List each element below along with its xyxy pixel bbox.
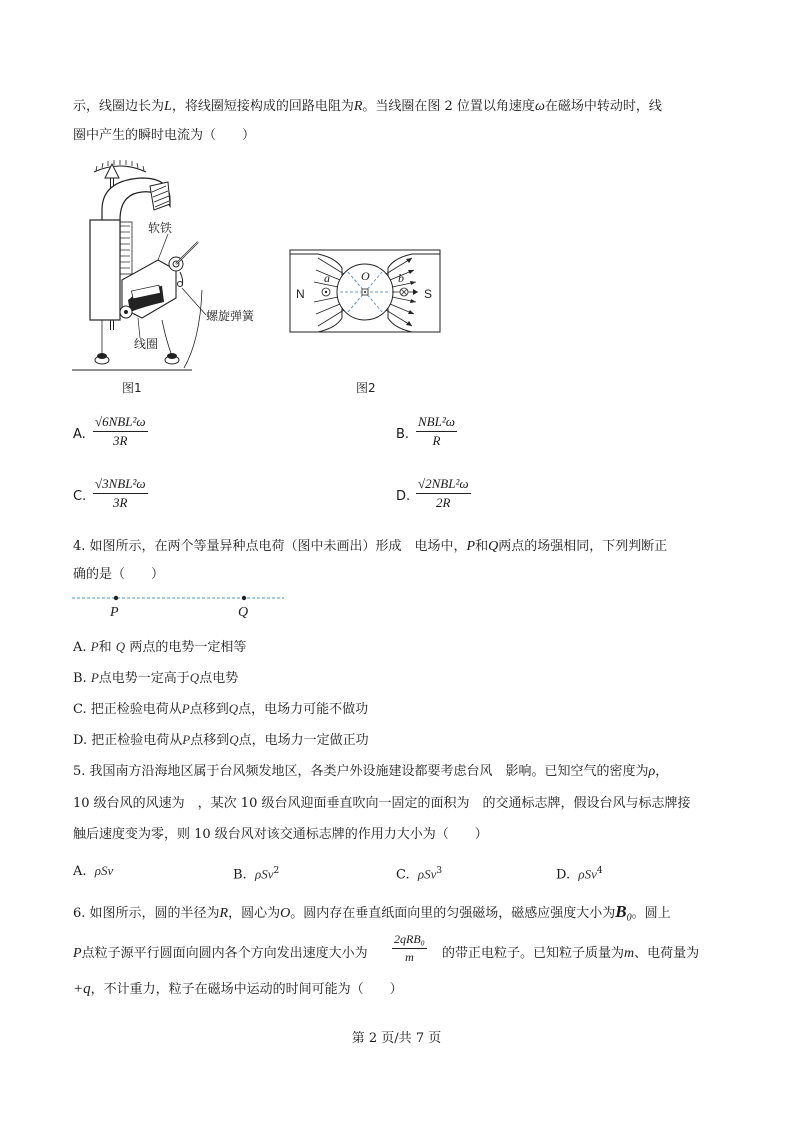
- q3-option-C-letter[interactable]: C.: [73, 489, 87, 504]
- q3-text-line2: 圈中产生的瞬时电流为（ ）: [73, 128, 256, 143]
- q3-option-D-letter[interactable]: D.: [396, 489, 411, 504]
- fig1-label-soft-iron: 软铁: [148, 221, 173, 235]
- fig2-caption: 图2: [356, 381, 376, 395]
- q5-text-line3: 触后速度变为零，则 10 级台风对该交通标志牌的作用力大小为（ ）: [73, 827, 488, 842]
- q6-text-line1: 6. 如图所示，圆的半径为R，圆心为O。圆内存在垂直纸面向里的匀强磁场，磁感应强度大小为$B_0$。圆上: [73, 902, 671, 924]
- q4-text-line2: 确的是（ ）: [73, 567, 165, 582]
- figure-1-galvanometer: [72, 160, 272, 400]
- fig2-label-a: a: [324, 271, 330, 285]
- figure-2-radial-field: [288, 248, 448, 398]
- q5-option-B[interactable]: B. ρSv$^2$: [233, 866, 280, 883]
- fig2-label-b: b: [398, 271, 404, 285]
- fig1-label-coil: 线圈: [134, 337, 159, 351]
- page-footer: 第 2 页/共 7 页: [351, 1031, 442, 1046]
- q4-figure-line-PQ: [72, 590, 286, 622]
- q4-option-C[interactable]: C. 把正检验电荷从P点移到Q点，电场力可能不做功: [73, 701, 369, 717]
- q6-text-line2: P点粒子源平行圆面向圆内各个方向发出速度大小为: [73, 946, 368, 961]
- fig2-label-S: S: [424, 287, 433, 301]
- fig2-label-N: N: [296, 287, 305, 301]
- q5-option-D[interactable]: D. ρSv$^4$: [556, 866, 603, 883]
- q3-option-D-fraction: √2NBL²ω 2R: [418, 476, 469, 510]
- fig2-label-O: O: [361, 269, 370, 283]
- q4-fig-label-P: P: [110, 605, 119, 620]
- q4-text-line1: 4. 如图所示，在两个等量异种点电荷（图中未画出）形成 电场中，P和Q两点的场强相同，下列判断正: [73, 539, 668, 554]
- q6-text-line3: +q，不计重力，粒子在磁场中运动的时间可能为（ ）: [73, 981, 403, 997]
- q4-fig-label-Q: Q: [238, 605, 249, 620]
- q5-option-A[interactable]: A. ρSv: [73, 863, 114, 879]
- fig1-caption: 图1: [122, 381, 142, 395]
- q3-text-line1: 示，线圈边长为L，将线圈短接构成的回路电阻为R。当线圈在图 2 位置以角速度ω在磁场中转动时，线: [73, 99, 662, 114]
- q3-option-A-fraction: √6NBL²ω 3R: [95, 414, 146, 448]
- q6-text-line2-end: 的带正电粒子。已知粒子质量为m、电荷量为: [442, 946, 700, 961]
- q3-option-B-letter[interactable]: B.: [396, 427, 410, 442]
- q4-option-A[interactable]: A. P和 Q 两点的电势一定相等: [73, 639, 247, 655]
- q5-option-C[interactable]: C. ρSv$^3$: [396, 866, 443, 883]
- q3-option-A-letter[interactable]: A.: [73, 427, 86, 442]
- q5-text-line2: 10 级台风的风速为 ，某次 10 级台风迎面垂直吹向一固定的面积为 的交通标志牌，假设台风与标志牌接: [73, 796, 691, 811]
- q3-option-C-fraction: √3NBL²ω 3R: [95, 476, 146, 510]
- q3-option-B-fraction: NBL²ω R: [418, 414, 455, 448]
- q6-speed-fraction: 2qRB₀ m: [394, 932, 425, 964]
- q4-option-D[interactable]: D. 把正检验电荷从P点移到Q点，电场力一定做正功: [73, 732, 369, 748]
- q4-option-B[interactable]: B. P点电势一定高于Q点电势: [73, 670, 239, 686]
- fig1-label-spring: 螺旋弹簧: [206, 309, 255, 323]
- q5-text-line1: 5. 我国南方沿海地区属于台风频发地区，各类户外设施建设都要考虑台风 影响。已知空气的密度为ρ，: [73, 764, 669, 779]
